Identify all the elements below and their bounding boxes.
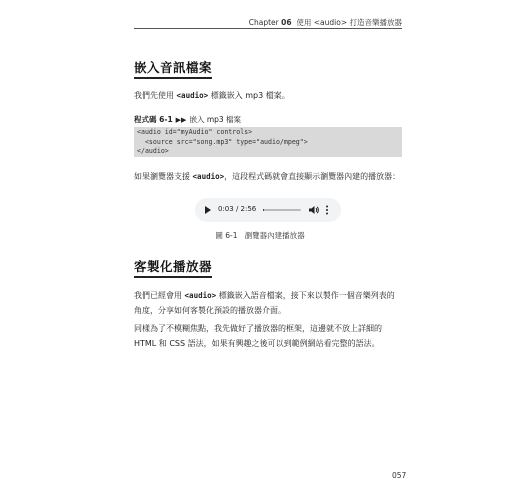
double-arrow-icon: ▶▶ [175,116,187,124]
chapter-title: 使用 <audio> 打造音樂播放器 [296,18,402,27]
p1-text: 我們已經會用 [134,291,185,300]
inline-code-audio: <audio> [176,91,209,100]
custom-player-paragraph-1 [134,288,402,318]
figure-caption-text: 瀏覽器內建播放器 [244,231,305,240]
paragraph-line [134,288,402,303]
listing-title: 嵌入 mp3 檔案 [189,115,242,124]
section-heading-custom-player: 客製化播放器 [134,259,213,274]
inline-code-audio: <audio> [184,291,217,300]
code-line: <audio id="myAudio" controls> [137,128,253,136]
intro-text-end: 標籤嵌入 mp3 檔案。 [208,91,290,100]
figure-caption [0,230,520,241]
listing-number: 程式碼 6-1 [134,115,173,124]
section-heading-underline [134,276,212,278]
audio-player [195,198,341,222]
progress-bar[interactable] [263,209,301,211]
paragraph-line: HTML 和 CSS 語法，如果有興趣之後可以到範例網站看完整的語法。 [134,339,380,348]
code-line: <source src="song.mp3" type="audio/mpeg"> [137,137,308,146]
running-header [249,17,402,28]
listing-caption [134,114,241,125]
figure-number: 圖 6-1 [215,231,238,240]
paragraph-line: 角度，分享如何客製化預設的播放器介面。 [134,306,286,315]
page-number: 057 [392,471,407,480]
code-line: </audio> [137,147,169,155]
more-options-icon[interactable] [325,205,329,215]
section-heading-embed-audio: 嵌入音訊檔案 [134,60,213,75]
p1-text-end: 標籤嵌入語音檔案，接下來以製作一個音樂列表的 [216,291,395,300]
inline-code-audio: <audio> [192,172,225,181]
after-text: 如果瀏覽器支援 [134,172,193,181]
time-display: 0:03 / 2:56 [218,205,257,213]
chapter-number: 06 [281,18,292,27]
volume-icon[interactable] [308,204,320,216]
play-icon[interactable] [205,206,211,214]
chapter-label: Chapter [248,18,279,27]
progress-fill [263,209,264,211]
paragraph-line: 同樣為了不模糊焦點，我先做好了播放器的框架，這邊就不放上詳細的 [134,324,382,333]
custom-player-paragraph-2 [134,321,402,351]
header-rule [134,28,402,29]
code-listing [134,127,402,157]
after-code-paragraph [134,169,402,184]
section-heading-underline [134,77,212,79]
intro-text: 我們先使用 [134,91,177,100]
after-text-end: ，這段程式碼就會直接顯示瀏覽器內建的播放器： [224,172,401,181]
intro-paragraph [134,88,402,103]
